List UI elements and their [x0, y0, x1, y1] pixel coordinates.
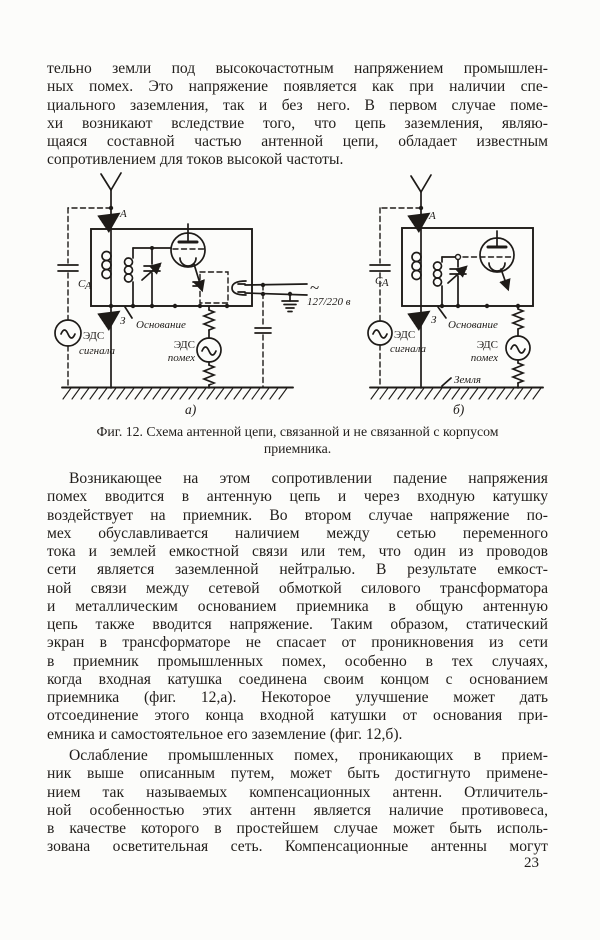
input-coil-icon: [434, 257, 456, 306]
text-line: Ослабление промышленных помех, проникающих в прием-: [69, 747, 548, 764]
page-number: 23: [524, 855, 539, 871]
coupling-capacitor-icon: [370, 265, 390, 271]
text-line: когда входная катушка соединена своим концом с основанием: [47, 670, 548, 688]
coupling-capacitor-icon: [58, 265, 78, 271]
tube-icon: [463, 231, 514, 289]
text-line: отсоединение этого конца входной катушки от основания при-: [47, 707, 548, 725]
base-leader-line: [438, 307, 446, 318]
text-line: ных помех. Это напряжение появляется как при наличии спе-: [47, 78, 548, 96]
label-emf-signal: ЭДС: [83, 330, 105, 342]
figure-caption: [42, 424, 553, 458]
text-line: ной особенностью этих антенн является наличие противовеса,: [47, 801, 548, 819]
resistor-icon: [513, 363, 523, 383]
text-line: приемника (фиг. 12,а). Некоторое улучшение может дать: [47, 689, 548, 706]
label-base: Основание: [136, 319, 186, 331]
resistor-icon: [204, 365, 214, 385]
text-line: в приемник промышленных помех, особенно в тех случаях,: [47, 652, 548, 670]
ac-tilde: ~: [310, 278, 320, 297]
text-line: мех обуславливается наличием между сетью переменного: [47, 524, 548, 542]
label-emf-signal-word: сигнала: [390, 343, 427, 355]
stray-capacitor-to-ground: [255, 285, 271, 387]
text-line: емника и самостоятельное его заземление (фиг. 12,б).: [47, 725, 403, 743]
text-line: тока и землей емкостной связи или тем, что один из проводов: [47, 543, 548, 560]
text-line: помех вводится в антенную цепь и через входную катушку: [47, 488, 548, 506]
antenna-icon: [411, 175, 431, 208]
label-emf-noise-word: помех: [167, 352, 195, 364]
label-emf-noise: ЭДС: [173, 339, 195, 351]
label-sub-a: а): [185, 402, 197, 417]
label-sub-b: б): [453, 402, 465, 417]
text-line: зована осветительная сеть. Компенсационные антенны могут: [47, 838, 548, 856]
text-line: воздействует на приемник. Во втором случае напряжение по-: [47, 506, 548, 524]
signal-source-branch: [368, 208, 427, 387]
antenna-coil-icon: [102, 252, 111, 279]
text-line: ной связи между сетевой обмоткой силового трансформатора: [47, 579, 548, 597]
body-paragraph-1: [47, 60, 548, 170]
text-line: циального заземления, так и без него. В первом случае поме-: [47, 96, 548, 114]
text-line: тельно земли под высокочастотным напряжением промышлен-: [47, 60, 548, 77]
label-emf-noise-word: помех: [470, 352, 498, 364]
antenna-coil-icon: [412, 253, 421, 280]
text-line: и металлическим основанием приемника в общую антенную: [47, 597, 548, 615]
antenna-icon: [101, 173, 121, 208]
earth-leader-line: [442, 378, 451, 386]
text-line: приемника.: [263, 440, 332, 456]
label-point-a: А: [429, 210, 436, 222]
figure-diagram: [35, 172, 580, 422]
input-coil-icon: [125, 248, 172, 306]
circuit-a: [55, 173, 351, 417]
text-line: сопротивлением для токов высокой частоты.: [47, 151, 344, 169]
label-point-a: А: [120, 208, 127, 220]
label-emf-signal: ЭДС: [394, 329, 416, 341]
ac-source-signal-icon: [55, 320, 81, 346]
text-line: в качестве которого в простейшем случае может быть исполь-: [47, 820, 548, 837]
label-earth: Земля: [454, 374, 481, 386]
base-leader-line: [125, 307, 132, 318]
label-point-z: З: [120, 315, 126, 327]
earth-symbol-icon: [282, 294, 298, 312]
mains-plug-icon: [232, 281, 246, 295]
label-ca: СА: [78, 278, 92, 292]
transformer-dashed-box: [200, 272, 228, 303]
label-mains-voltage: 127/220 в: [307, 296, 351, 308]
text-line: сети является заземленной нейтралью. В результате емкост-: [47, 561, 548, 579]
text-line: щаяся составной частью антенной цепи, обладает известным: [47, 133, 548, 150]
text-line: Фиг. 12. Схема антенной цепи, связанной и не связанной с корпусом: [96, 424, 499, 439]
text-line: нием так называемых компенсационных антенн. Отличитель-: [47, 783, 548, 801]
label-emf-signal-word: сигнала: [79, 345, 116, 357]
body-paragraph-3: [47, 747, 548, 857]
resistor-icon: [204, 310, 214, 330]
text-line: экран в трансформаторе не спасает от проникновения из сети: [47, 634, 548, 652]
text-line: цепь также вводится напряжение. Таким образом, статический: [47, 616, 548, 633]
ground-hatching: [63, 388, 287, 399]
ac-source-noise-icon: [197, 338, 221, 362]
label-point-z: З: [431, 314, 437, 326]
mains-wires: [245, 284, 307, 295]
label-base: Основание: [448, 319, 498, 331]
label-emf-noise: ЭДС: [476, 339, 498, 351]
transformer-region: [193, 272, 351, 387]
label-ca: СА: [375, 275, 389, 289]
variable-capacitor-icon: [142, 246, 160, 306]
text-line: Возникающее на этом сопротивлении падение напряжения: [69, 470, 548, 487]
body-paragraph-2: [47, 470, 548, 744]
ac-source-noise-icon: [506, 336, 530, 360]
variable-capacitor-icon: [448, 255, 466, 307]
ground-hatching: [371, 388, 541, 399]
signal-source-branch: [55, 208, 116, 387]
circuit-b: [368, 175, 543, 417]
resistor-icon: [513, 309, 523, 329]
text-line: ник выше описанным путем, может быть достигнуто примене-: [47, 765, 548, 783]
text-line: хи возникают вследствие того, что цепь заземления, являю-: [47, 114, 548, 132]
ac-source-signal-icon: [368, 321, 392, 345]
